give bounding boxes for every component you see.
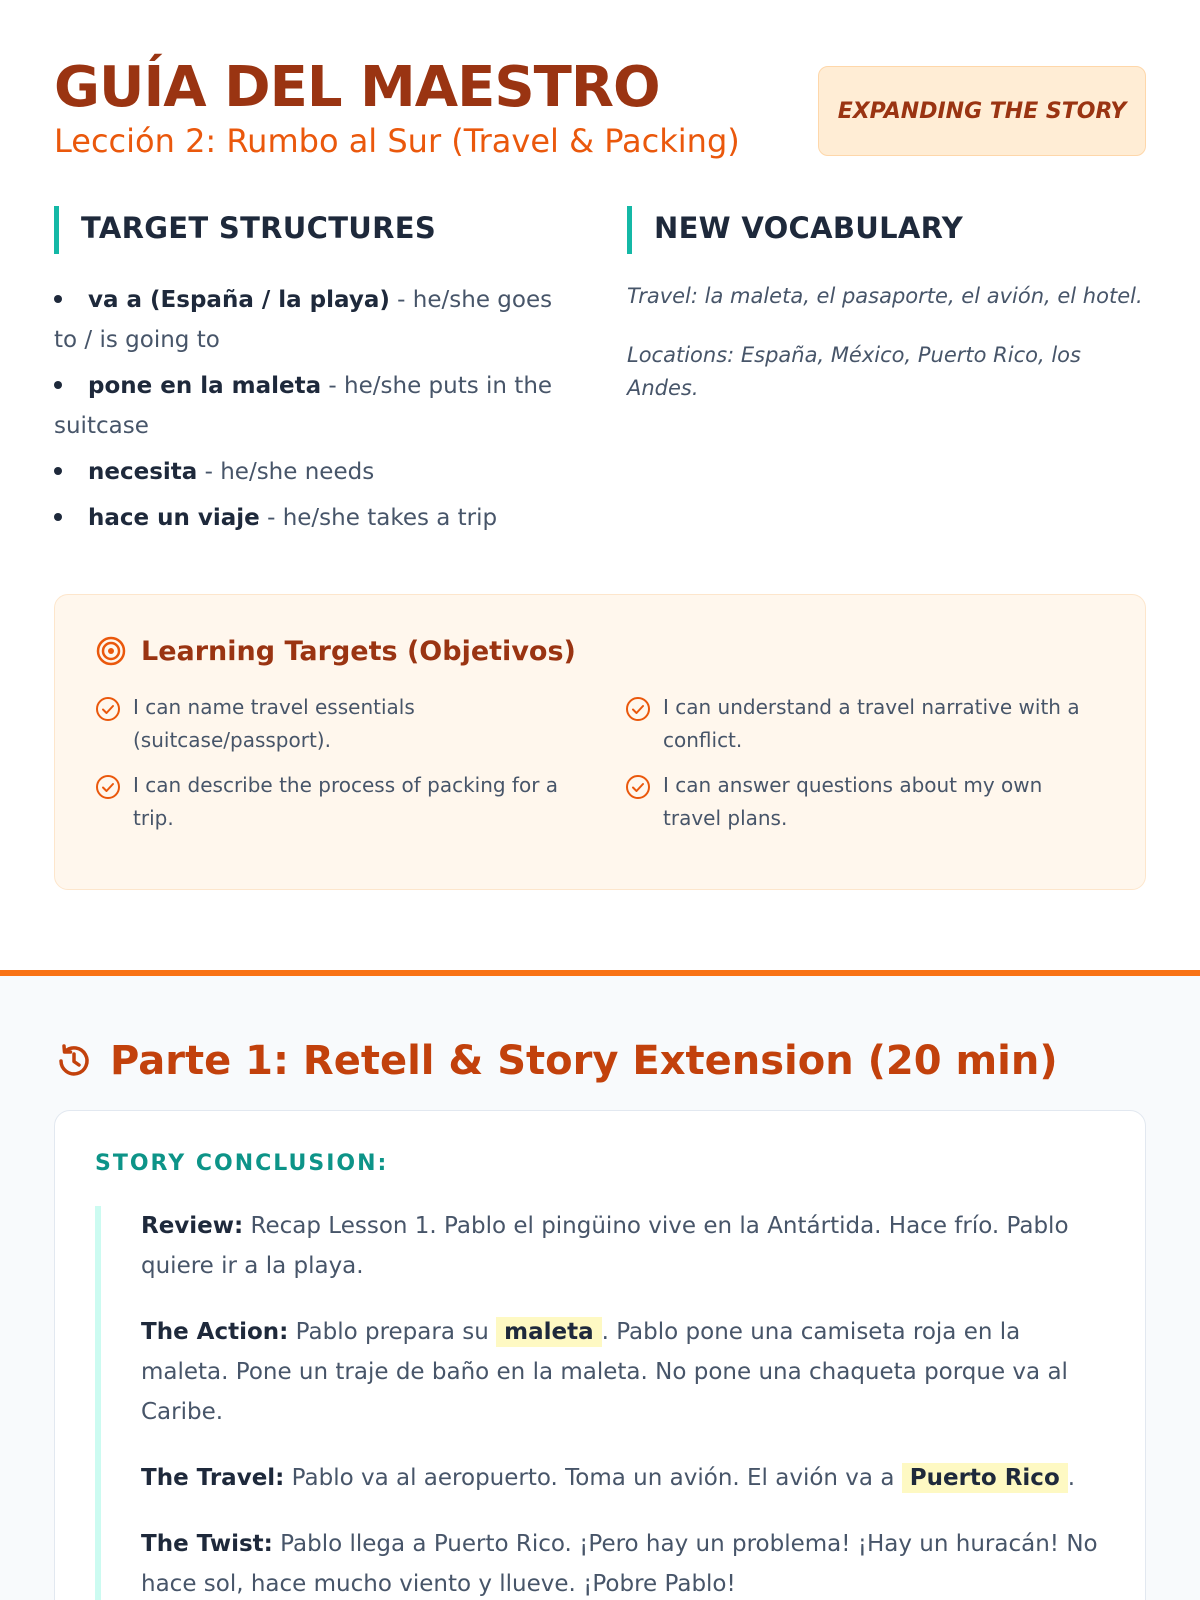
bullet-icon	[54, 513, 62, 521]
learning-target-item	[95, 769, 575, 835]
structure-term: va a (España / la playa)	[88, 287, 390, 313]
structure-item	[54, 498, 554, 538]
target-structures-heading: TARGET STRUCTURES	[54, 206, 554, 254]
highlight-puerto-rico: Puerto Rico	[902, 1463, 1068, 1493]
new-vocabulary-heading: NEW VOCABULARY	[627, 206, 1147, 254]
twist-text: Pablo llega a Puerto Rico. ¡Pero hay un problema! ¡Hay un huracán! No hace sol, hace mucho viento y llueve. ¡Pobre Pablo!	[141, 1531, 1098, 1597]
travel-label: The Travel:	[141, 1465, 285, 1491]
check-circle-icon	[95, 696, 121, 722]
story-card	[54, 1110, 1146, 1600]
target-structures-section	[54, 206, 554, 544]
travel-text-pre: Pablo va al aeropuerto. Toma un avión. El avión va a	[284, 1465, 902, 1491]
learning-targets-box	[54, 594, 1146, 890]
twist-label: The Twist:	[141, 1531, 273, 1557]
vocab-locations: Locations: España, México, Puerto Rico, los Andes.	[627, 343, 1081, 400]
structure-term: necesita	[88, 459, 198, 485]
new-vocabulary-section	[627, 206, 1147, 405]
review-text: Recap Lesson 1. Pablo el pingüino vive en la Antártida. Hace frío. Pablo quiere ir a la playa.	[141, 1213, 1069, 1279]
learning-target-item	[95, 691, 575, 757]
part-1-heading	[54, 1038, 1058, 1084]
structure-meaning: - he/she puts in the suitcase	[54, 373, 553, 439]
learning-target-item	[625, 691, 1105, 757]
action-label: The Action:	[141, 1319, 289, 1345]
story-review	[141, 1206, 1105, 1286]
action-text-post: . Pablo pone una camiseta roja en la maleta. Pone un traje de baño en la maleta. No pone una chaqueta porque va al Caribe.	[141, 1319, 1068, 1425]
learning-target-text: I can answer questions about my own travel plans.	[663, 773, 1043, 830]
story-body	[95, 1206, 1105, 1600]
structure-meaning: - he/she takes a trip	[259, 505, 498, 531]
page-title: GUÍA DEL MAESTRO	[54, 55, 660, 120]
learning-target-text: I can understand a travel narrative with a conflict.	[663, 695, 1080, 752]
page-header	[54, 56, 1146, 166]
structure-meaning: - he/she goes to / is going to	[54, 287, 553, 353]
structures-list	[54, 280, 554, 538]
learning-target-item	[625, 769, 1105, 835]
structure-term: hace un viaje	[88, 505, 260, 531]
travel-text-post: .	[1067, 1465, 1076, 1491]
story-conclusion-label: STORY CONCLUSION:	[95, 1151, 389, 1176]
check-circle-icon	[625, 696, 651, 722]
story-travel	[141, 1458, 1105, 1498]
bullet-icon	[54, 381, 62, 389]
story-action	[141, 1312, 1105, 1432]
lesson-subtitle: Lección 2: Rumbo al Sur (Travel & Packing)	[54, 122, 740, 160]
highlight-maleta: maleta	[496, 1317, 601, 1347]
learning-targets-title: Learning Targets (Objetivos)	[141, 635, 576, 667]
story-twist	[141, 1524, 1105, 1600]
vocab-travel: Travel: la maleta, el pasaporte, el avión, el hotel.	[627, 284, 1143, 308]
history-icon	[54, 1041, 94, 1081]
check-circle-icon	[625, 774, 651, 800]
structure-item	[54, 366, 554, 446]
review-label: Review:	[141, 1213, 244, 1239]
part-1-section	[0, 976, 1200, 1600]
structure-item	[54, 452, 554, 492]
structure-term: pone en la maleta	[88, 373, 322, 399]
learning-target-text: I can describe the process of packing for a trip.	[133, 773, 559, 830]
target-icon	[95, 635, 127, 667]
bullet-icon	[54, 467, 62, 475]
section-badge: EXPANDING THE STORY	[818, 66, 1146, 156]
part-1-title: Parte 1: Retell & Story Extension (20 min)	[110, 1038, 1058, 1084]
bullet-icon	[54, 295, 62, 303]
action-text-pre: Pablo prepara su	[288, 1319, 497, 1345]
learning-target-text: I can name travel essentials (suitcase/passport).	[133, 695, 415, 752]
learning-targets-list	[95, 691, 1105, 835]
check-circle-icon	[95, 774, 121, 800]
learning-targets-heading	[95, 635, 1105, 667]
structure-item	[54, 280, 554, 360]
structure-meaning: - he/she needs	[197, 459, 375, 485]
